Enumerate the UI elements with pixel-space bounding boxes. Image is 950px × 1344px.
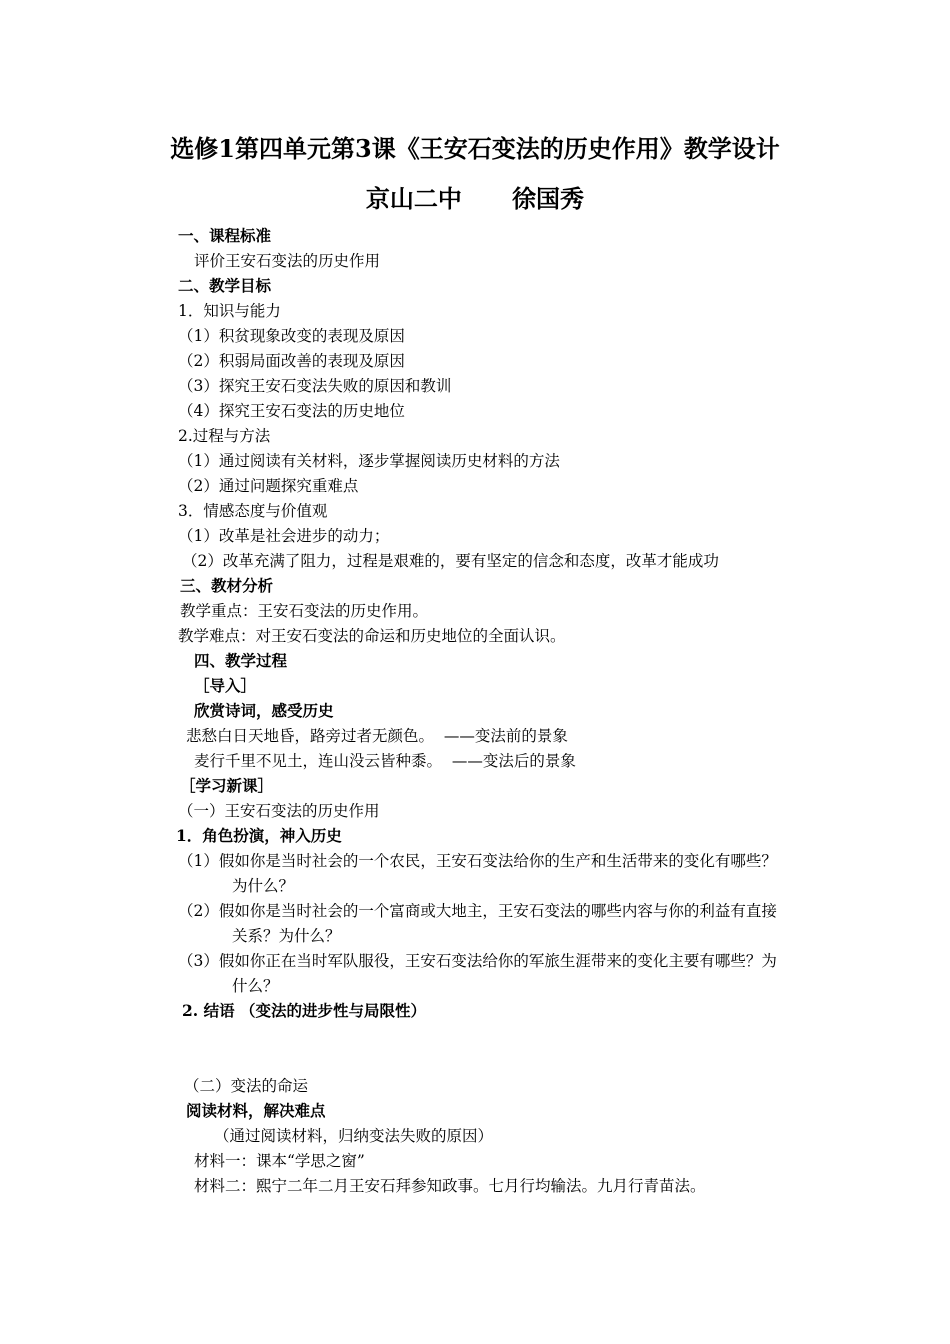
curriculum-text: 评价王安石变法的历史作用 [194, 252, 381, 270]
conclusion-heading: 2. 结语 （变法的进步性与局限性） [182, 1001, 426, 1020]
roleplay-heading: 1．角色扮演，神入历史 [176, 826, 342, 845]
poem-line: 麦行千里不见土，连山没云皆种黍。 ——变法后的景象 [194, 752, 576, 770]
teaching-difficulty: 教学难点：对王安石变法的命运和历史地位的全面认识。 [178, 627, 566, 645]
goal-heading-values: 3．情感态度与价值观 [178, 502, 328, 520]
question-line: （1）假如你是当时社会的一个农民，王安石变法给你的生产和生活带来的变化有哪些？ [178, 852, 777, 870]
goal-item: （2）通过问题探究重难点 [178, 477, 359, 495]
question-line: 关系？为什么？ [232, 927, 341, 945]
material-line: 材料一：课本“学思之窗” [194, 1152, 365, 1170]
part2-heading: （二）变法的命运 [184, 1077, 309, 1095]
section-heading-curriculum: 一、课程标准 [178, 226, 272, 245]
document-title: 选修1第四单元第3课《王安石变法的历史作用》教学设计 [170, 134, 780, 163]
new-lesson-label: ［学习新课］ [180, 776, 274, 795]
teaching-focus: 教学重点：王安石变法的历史作用。 [180, 602, 429, 620]
material-line: 材料二：熙宁二年二月王安石拜参知政事。七月行均输法。九月行青苗法。 [194, 1177, 706, 1195]
goal-item: （1）积贫现象改变的表现及原因 [178, 327, 405, 345]
intro-label: ［导入］ [194, 676, 257, 695]
goal-heading-knowledge: 1．知识与能力 [178, 302, 281, 320]
goal-item: （3）探究王安石变法失败的原因和教训 [178, 377, 452, 395]
goal-heading-process: 2.过程与方法 [178, 427, 271, 445]
goal-item: （4）探究王安石变法的历史地位 [178, 402, 405, 420]
goal-item: （2）积弱局面改善的表现及原因 [178, 352, 405, 370]
question-line: 什么？ [232, 977, 279, 995]
goal-item: （2）改革充满了阻力，过程是艰难的，要有坚定的信念和态度，改革才能成功 [182, 552, 719, 570]
part1-heading: （一）王安石变法的历史作用 [178, 802, 380, 820]
author-line: 京山二中 徐国秀 [365, 184, 585, 213]
section-heading-objectives: 二、教学目标 [178, 276, 272, 295]
question-line: 为什么？ [232, 877, 295, 895]
section-heading-materials: 三、教材分析 [180, 576, 274, 595]
question-line: （2）假如你是当时社会的一个富商或大地主，王安石变法的哪些内容与你的利益有直接 [178, 902, 777, 920]
question-line: （3）假如你正在当时军队服役，王安石变法给你的军旅生涯带来的变化主要有哪些？为 [178, 952, 777, 970]
intro-heading: 欣赏诗词，感受历史 [194, 701, 334, 720]
goal-item: （1）改革是社会进步的动力； [178, 527, 390, 545]
section-heading-process: 四、教学过程 [194, 651, 288, 670]
read-note: （通过阅读材料，归纳变法失败的原因） [214, 1127, 494, 1145]
read-heading: 阅读材料，解决难点 [186, 1101, 326, 1120]
goal-item: （1）通过阅读有关材料，逐步掌握阅读历史材料的方法 [178, 452, 560, 470]
poem-line: 悲愁白日天地昏，路旁过者无颜色。 ——变法前的景象 [186, 727, 568, 745]
